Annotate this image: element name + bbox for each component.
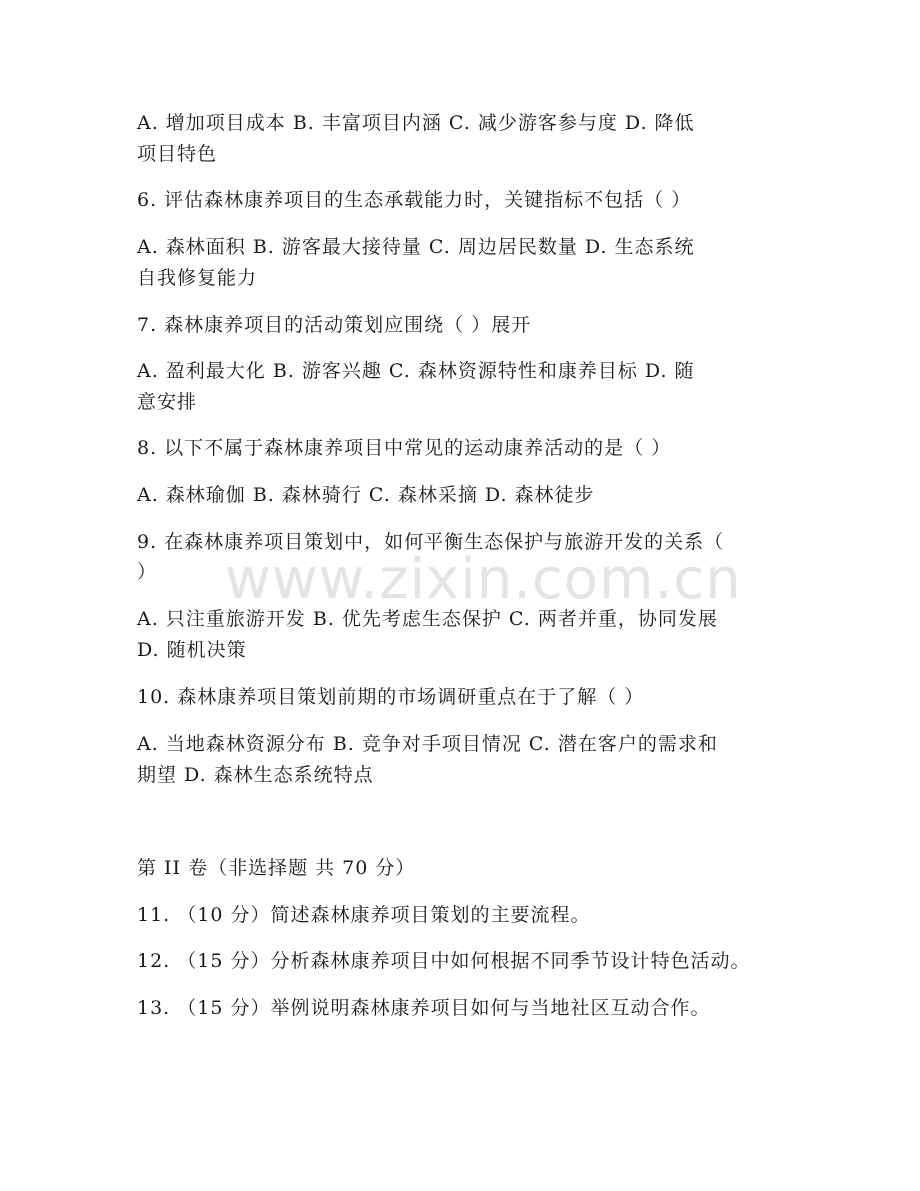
option-line-q9-cont: D. 随机决策 [137,639,247,661]
question-13: 13. （15 分）举例说明森林康养项目如何与当地社区互动合作。 [137,997,711,1019]
question-9-cont: ） [137,561,158,583]
question-7: 7. 森林康养项目的活动策划应围绕（ ）展开 [137,314,532,336]
option-line-q7: A. 盈利最大化 B. 游客兴趣 C. 森林资源特性和康养目标 D. 随 [137,360,695,382]
option-line-q5-cont: 项目特色 [137,143,218,165]
question-12: 12. （15 分）分析森林康养项目中如何根据不同季节设计特色活动。 [137,950,751,972]
option-line-q10: A. 当地森林资源分布 B. 竞争对手项目情况 C. 潜在客户的需求和 [137,733,718,755]
question-8: 8. 以下不属于森林康养项目中常见的运动康养活动的是（ ） [137,437,672,459]
option-line-q5: A. 增加项目成本 B. 丰富项目内涵 C. 减少游客参与度 D. 降低 [137,112,695,134]
question-9: 9. 在森林康养项目策划中，如何平衡生态保护与旅游开发的关系（ [137,531,725,553]
option-line-q6: A. 森林面积 B. 游客最大接待量 C. 周边居民数量 D. 生态系统 [137,236,695,258]
section-heading: 第 II 卷（非选择题 共 70 分） [137,857,416,879]
question-6: 6. 评估森林康养项目的生态承载能力时，关键指标不包括（ ） [137,189,692,211]
option-line-q10-cont: 期望 D. 森林生态系统特点 [137,764,374,786]
watermark: www.zixin.com.cn [225,547,742,612]
option-line-q6-cont: 自我修复能力 [137,267,258,289]
option-line-q8: A. 森林瑜伽 B. 森林骑行 C. 森林采摘 D. 森林徒步 [137,484,595,506]
question-11: 11. （10 分）简述森林康养项目策划的主要流程。 [137,904,591,926]
option-line-q9: A. 只注重旅游开发 B. 优先考虑生态保护 C. 两者并重，协同发展 [137,608,718,630]
option-line-q7-cont: 意安排 [137,391,198,413]
question-10: 10. 森林康养项目策划前期的市场调研重点在于了解（ ） [137,686,645,708]
